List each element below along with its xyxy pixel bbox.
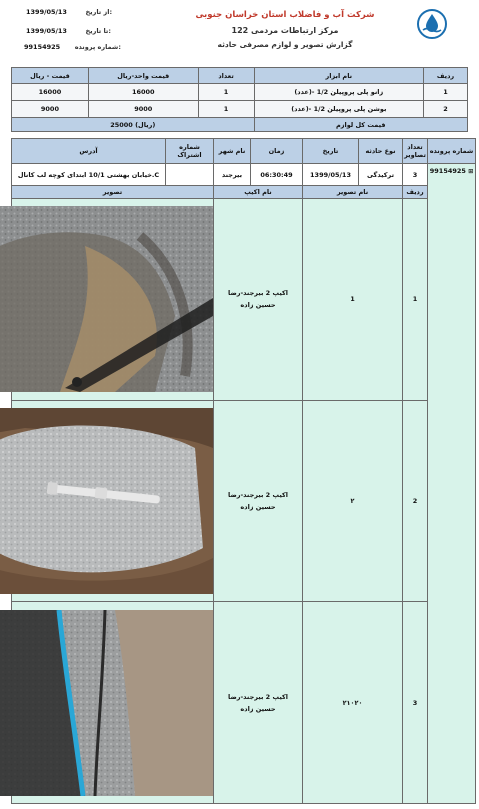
total-label: قیمت کل لوازم [254,118,468,132]
table-row [12,602,476,804]
cell-team [214,199,303,401]
team-name: اکیپ 2 بیرجند-رضا حسین زاده [228,289,288,310]
incident-header-row [12,139,476,164]
col-image-count: تعداد تصاویر [403,139,428,164]
incident-row [12,164,476,186]
cell-price: 16000 [12,84,89,101]
cell-unit-price: 9000 [88,101,198,118]
expand-icon[interactable]: ⊞ [468,168,474,176]
col-tool-name: نام ابزار [254,68,424,84]
incident-file-number: 99154925 [429,167,466,176]
materials-header-row [12,68,468,84]
team-name: اکیپ 2 بیرجند-رضا حسین زاده [228,491,288,512]
table-row [12,400,476,602]
cell-subscription [166,164,214,186]
col-date: تاریخ [303,139,359,164]
cell-unit-price: 16000 [88,84,198,101]
incident-photo-3[interactable] [0,610,213,796]
report-title: گزارش تصویر و لوازم مصرفی حادثه [217,40,353,49]
col-subscription: شماره اشتراک [166,139,214,164]
to-date: 1399/05/13 [26,27,67,35]
total-value: (ریال) 25000 [12,118,255,132]
cell-tool-name: زانو پلی پروپیلن 1/2 -(عدد) [254,84,424,101]
from-date-row [26,8,112,16]
col-photo-index: ردیف [403,186,428,199]
cell-quantity: 1 [198,84,254,101]
team-name: اکیپ 2 بیرجند-رضا حسین زاده [228,692,288,713]
materials-total-row [12,118,468,132]
from-date: 1399/05/13 [26,8,67,16]
water-drop-logo-icon [416,8,448,40]
cell-city: بیرجند [214,164,251,186]
cell-address: C.خیابان بهشتی 10/1 ابتدای کوچه لب کانال [12,164,166,186]
col-file-number: شماره پرونده [428,139,476,164]
table-row [12,199,476,401]
col-team-name: نام اکیپ [214,186,303,199]
incident-photo-1[interactable] [0,206,213,392]
cell-photo-index: 1 [403,199,428,401]
cell-photo-index: 3 [403,602,428,804]
cell-time: 06:30:49 [251,164,303,186]
cell-quantity: 1 [198,101,254,118]
file-number-row [24,43,121,51]
company-name: شرکت آب و فاضلاب استان خراسان جنوبی [195,10,375,20]
col-row-number: ردیف [424,68,468,84]
to-date-label: تا تاریخ: [85,27,111,35]
photos-header-row [12,186,476,199]
col-photo-name: نام تصویر [303,186,403,199]
incident-table [11,138,476,804]
table-row [12,84,468,101]
col-quantity: تعداد [198,68,254,84]
cell-image-count: 3 [403,164,428,186]
col-city: نام شهر [214,139,251,164]
center-name: مرکز ارتباطات مردمی 122 [231,26,339,35]
cell-team [214,400,303,602]
table-row [12,101,468,118]
col-price: قیمت - ریال [12,68,89,84]
col-address: آدرس [12,139,166,164]
col-incident-type: نوع حادثه [359,139,403,164]
materials-table [11,67,468,132]
report-header [0,0,479,66]
cell-photo-index: 2 [403,400,428,602]
col-photo: تصویر [12,186,214,199]
col-time: زمان [251,139,303,164]
file-number-label: شماره پرونده: [74,43,121,51]
cell-photo [12,400,214,602]
cell-photo [12,199,214,401]
incident-file-number-cell [428,164,476,804]
incident-photo-2[interactable] [0,408,213,594]
cell-index: 2 [424,101,468,118]
col-unit-price: قیمت واحد-ریال [88,68,198,84]
cell-date: 1399/05/13 [303,164,359,186]
cell-team [214,602,303,804]
file-number: 99154925 [24,43,61,51]
cell-photo [12,602,214,804]
cell-incident-type: ترکیدگی [359,164,403,186]
to-date-row [26,27,111,35]
cell-photo-name: 1 [303,199,403,401]
cell-photo-name: ۲۱۰۲۰ [303,602,403,804]
from-date-label: از تاریخ: [85,8,113,16]
cell-index: 1 [424,84,468,101]
cell-tool-name: بوشن پلی پروپیلن 1/2 -(عدد) [254,101,424,118]
cell-price: 9000 [12,101,89,118]
cell-photo-name: ۲ [303,400,403,602]
